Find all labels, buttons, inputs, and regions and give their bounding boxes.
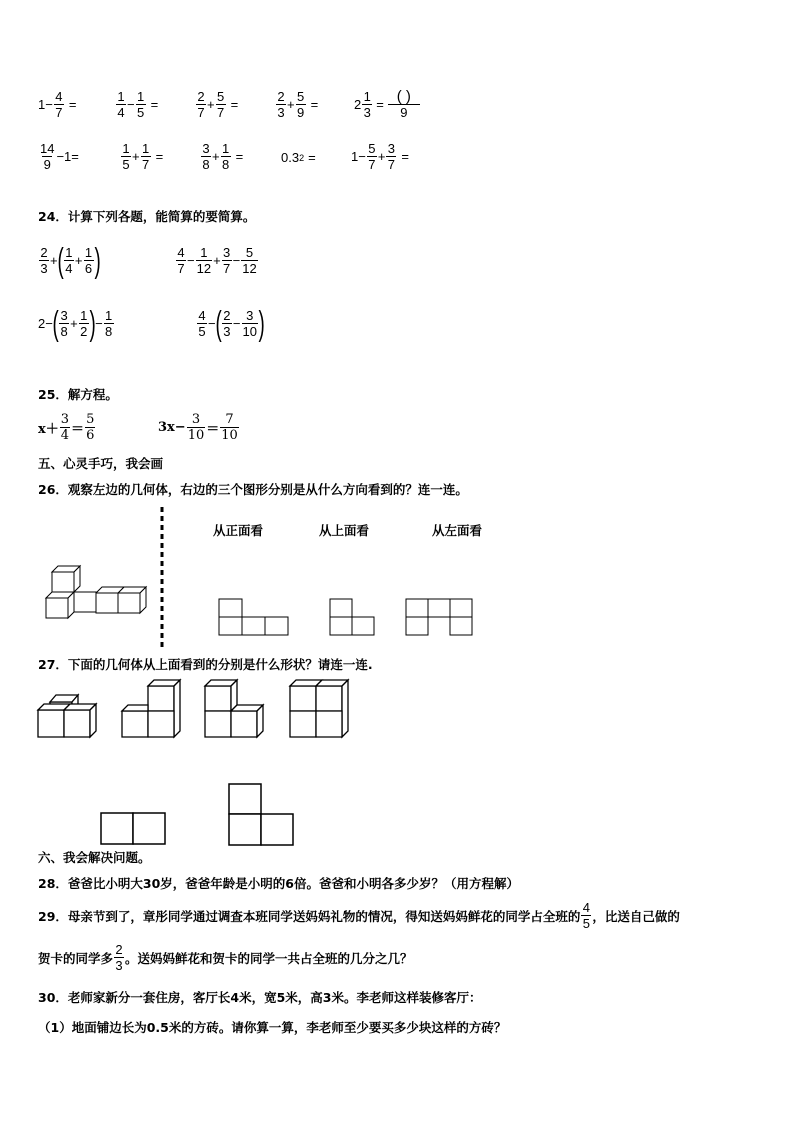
left-paren: ( (52, 304, 59, 343)
numerator: 1 (200, 245, 208, 260)
q30-sub-1: （1）地面铺边长为0.5米的方砖。请你算一算，李老师至少要买多少块这样的方砖？ (38, 1020, 507, 1035)
expr-r1-5 (354, 89, 421, 120)
denominator: 5 (582, 916, 591, 931)
denominator: 4 (60, 428, 70, 443)
answer-blank[interactable]: ( ) (396, 88, 411, 105)
text: 29．母亲节到了，章彤同学通过调查本班同学送妈妈礼物的情况，得知送妈妈鲜花的同学占全班的 (38, 908, 581, 924)
denominator: 5 (136, 105, 145, 120)
expr-r2-4 (281, 150, 316, 165)
q24-expr-a (38, 241, 101, 280)
text: 1− (38, 97, 53, 112)
base: 0.3 (281, 150, 300, 165)
numerator: 1 (221, 141, 230, 156)
denominator: 3 (223, 324, 231, 339)
equals: = (155, 149, 164, 164)
equals: = (376, 97, 384, 112)
denominator: 3 (277, 105, 285, 120)
denominator: 7 (368, 157, 376, 172)
operator: − (208, 316, 216, 331)
operator: + (70, 316, 78, 331)
denominator: 8 (221, 157, 230, 172)
q29-line-2 (38, 942, 413, 973)
expr-r1-3 (195, 89, 238, 120)
numerator: 1 (141, 141, 150, 156)
operator: − (232, 253, 241, 268)
numerator: 1 (80, 308, 88, 323)
numerator: 3 (387, 141, 396, 156)
q27-solid-2[interactable] (120, 676, 186, 742)
text: 贺卡的同学多 (38, 950, 114, 966)
numerator: 3 (246, 308, 254, 323)
q24-title: 24．计算下列各题，能简算的要简算。 (38, 209, 256, 224)
numerator: 4 (198, 308, 206, 323)
equals: ＝ (206, 422, 220, 437)
denominator: 7 (141, 157, 150, 172)
numerator: 4 (177, 245, 185, 260)
numerator: 5 (296, 89, 305, 104)
denominator: 7 (55, 105, 63, 120)
expr-r2-5 (351, 141, 409, 172)
numerator: 3 (223, 245, 231, 260)
q27-solid-4[interactable] (288, 676, 354, 742)
equals: = (235, 149, 244, 164)
q24-expr-d (196, 304, 265, 343)
exponent: 2 (299, 152, 305, 163)
text: 3x− (158, 420, 186, 435)
label-left-view: 从左面看 (432, 523, 483, 538)
equals: = (230, 97, 239, 112)
equals: = (68, 97, 77, 112)
numerator: 2 (197, 89, 205, 104)
whole-number: 2 (354, 97, 362, 112)
equals: ＝ (71, 422, 85, 437)
denominator: 12 (242, 261, 257, 276)
numerator: 1 (136, 89, 145, 104)
operator: + (213, 253, 221, 268)
equals: = (150, 97, 159, 112)
numerator: 1 (84, 245, 93, 260)
denominator: 6 (84, 261, 93, 276)
numerator: 5 (368, 141, 376, 156)
numerator: 3 (191, 412, 201, 427)
q27-top-view-shape-2[interactable] (228, 783, 294, 847)
expr-r2-2 (120, 141, 163, 172)
equals: = (308, 150, 316, 165)
numerator: 4 (55, 89, 63, 104)
denominator: 7 (387, 157, 396, 172)
denominator: 4 (65, 261, 73, 276)
expr-r1-4 (275, 89, 318, 120)
q30-title: 30．老师家新分一套住房，客厅长4米，宽5米，高3米。李老师这样装修客厅： (38, 990, 482, 1005)
operator: + (377, 149, 386, 164)
text: x＋ (38, 422, 59, 437)
q28-text: 28．爸爸比小明大30岁，爸爸年龄是小明的6倍。爸爸和小明各多少岁？（用方程解） (38, 876, 519, 891)
label-front-view: 从正面看 (213, 523, 264, 538)
operator: − (95, 316, 103, 331)
expr-r1-2 (115, 89, 158, 120)
denominator: 8 (105, 324, 113, 339)
q27-top-view-shape-1[interactable] (100, 812, 166, 846)
q25-equation-2 (158, 412, 240, 443)
numerator: 5 (245, 245, 254, 260)
expr-r1-1 (38, 89, 76, 120)
section-6-heading: 六、我会解决问题。 (38, 850, 151, 865)
q26-view-shape-2[interactable] (329, 598, 379, 638)
numerator: 3 (202, 141, 210, 156)
denominator: 8 (202, 157, 210, 172)
denominator: 3 (363, 105, 371, 120)
numerator: 14 (40, 141, 55, 156)
text: ，比送自己做的 (592, 908, 680, 924)
denominator: 7 (177, 261, 185, 276)
q26-solid-figure (40, 560, 150, 622)
denominator: 3 (115, 958, 123, 973)
numerator: 2 (115, 942, 123, 957)
numerator: 5 (86, 412, 95, 427)
numerator: 4 (582, 900, 591, 915)
denominator: 5 (198, 324, 206, 339)
q27-solid-1[interactable] (36, 692, 102, 742)
numerator: 1 (117, 89, 125, 104)
operator: − (127, 97, 135, 112)
q24-expr-b (175, 245, 259, 276)
denominator: 9 (43, 157, 51, 172)
numerator: 5 (216, 89, 225, 104)
operator: − (187, 253, 195, 268)
expr-r2-3 (200, 141, 243, 172)
numerator: 1 (65, 245, 73, 260)
denominator: 12 (196, 261, 212, 276)
denominator: 6 (86, 428, 95, 443)
q26-title: 26．观察左边的几何体，右边的三个图形分别是从什么方向看到的？连一连。 (38, 482, 468, 497)
denominator: 10 (221, 428, 238, 443)
denominator: 8 (60, 324, 68, 339)
q26-view-shape-3[interactable] (405, 598, 477, 638)
numerator: 3 (60, 308, 68, 323)
numerator: 1 (363, 89, 371, 104)
q27-solid-3[interactable] (203, 676, 269, 742)
operator: + (207, 97, 215, 112)
denominator: 7 (216, 105, 225, 120)
numerator: 1 (105, 308, 113, 323)
q29-line-1 (38, 900, 680, 931)
numerator: 1 (122, 141, 130, 156)
denominator: 4 (117, 105, 125, 120)
text: 2− (38, 316, 53, 331)
denominator: 5 (122, 157, 130, 172)
text: 。送妈妈鲜花和贺卡的同学一共占全班的几分之几？ (125, 950, 413, 966)
q25-equation-1 (38, 412, 96, 443)
numerator: 2 (40, 245, 48, 260)
denominator: 3 (40, 261, 48, 276)
right-paren: ) (94, 241, 101, 280)
q24-expr-c (38, 304, 115, 343)
left-paren: ( (57, 241, 64, 280)
denominator: 9 (296, 105, 305, 120)
equals: = (401, 149, 410, 164)
denominator: 9 (388, 104, 420, 120)
right-paren: ) (258, 304, 265, 343)
q26-view-shape-1[interactable] (218, 598, 290, 638)
denominator: 2 (80, 324, 88, 339)
numerator: 3 (60, 412, 70, 427)
numerator: 2 (223, 308, 231, 323)
numerator: 2 (277, 89, 285, 104)
operator: + (212, 149, 220, 164)
q25-title: 25．解方程。 (38, 387, 118, 402)
denominator: 10 (187, 428, 205, 443)
denominator: 10 (242, 324, 257, 339)
q27-title: 27．下面的几何体从上面看到的分别是什么形状？请连一连. (38, 657, 373, 672)
operator: + (50, 253, 58, 268)
denominator: 7 (223, 261, 231, 276)
denominator: 7 (197, 105, 205, 120)
left-paren: ( (215, 304, 222, 343)
equals: = (310, 97, 319, 112)
section-5-heading: 五、心灵手巧，我会画 (38, 456, 164, 471)
operator: + (132, 149, 140, 164)
label-top-view: 从上面看 (319, 523, 370, 538)
text: −1= (56, 149, 79, 164)
right-paren: ) (89, 304, 96, 343)
operator: − (232, 316, 241, 331)
text: 1− (351, 149, 366, 164)
dashed-divider (158, 507, 166, 647)
operator: + (287, 97, 295, 112)
expr-r2-1 (38, 141, 79, 172)
numerator: 7 (225, 412, 234, 427)
operator: + (74, 253, 83, 268)
